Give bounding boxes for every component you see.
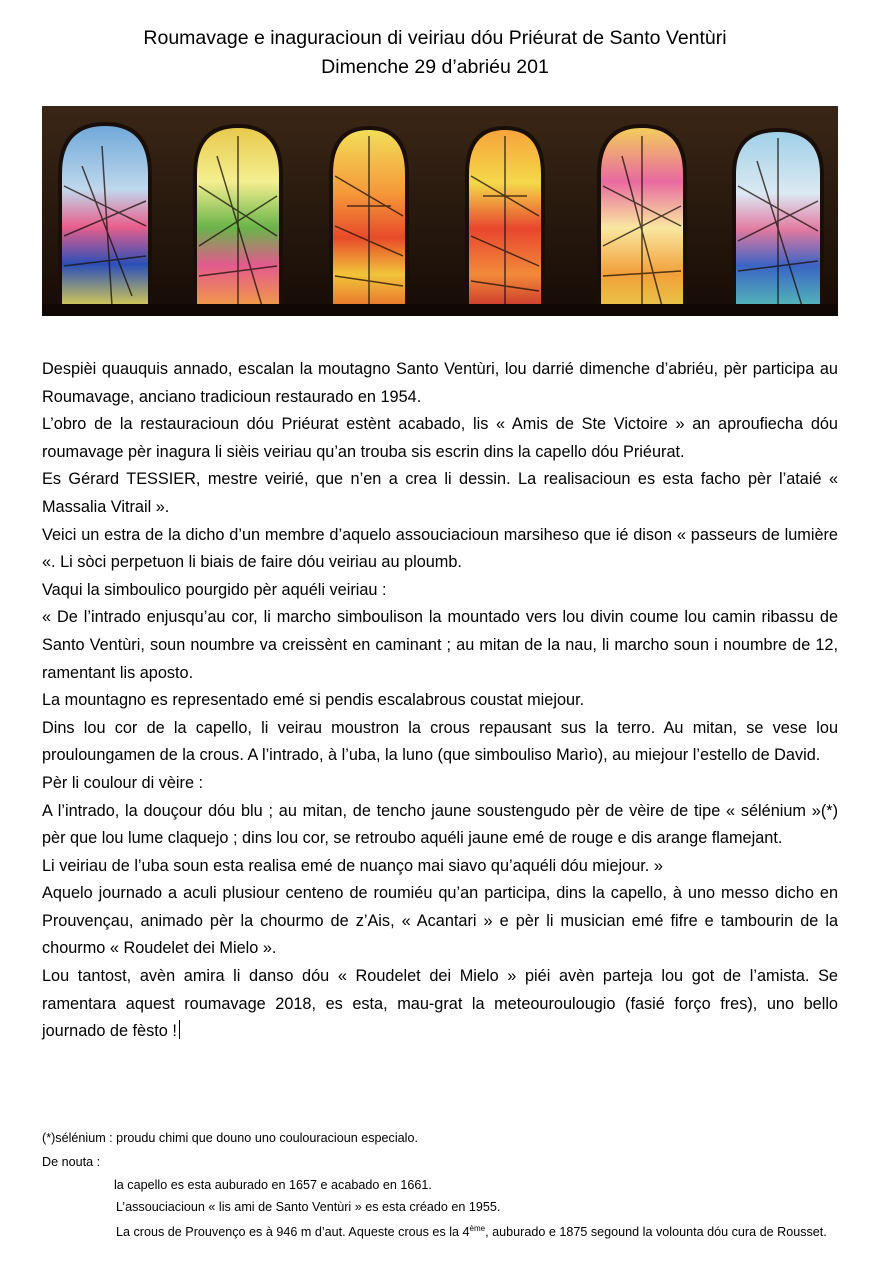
paragraph: A l’intrado, la douçour dóu blu ; au mitan, de tencho jaune soustengudo pèr de vèire de tipe « sélénium »(*) pèr que lou lume claquejo ; dins lou cor, se retroubo aquéli jaune emé de rouge e dis arange flamejant. — [42, 801, 838, 848]
last-paragraph[interactable] — [42, 963, 838, 1046]
paragraph: Vaqui la simboulico pourgido pèr aquéli veiriau : — [42, 580, 387, 599]
paragraph: Despièi quauquis annado, escalan la moutagno Santo Ventùri, lou darrié dimenche d’abriéu, pèr participa au Roumavage, anciano tradicioun restaurado en 1954. — [42, 360, 838, 406]
paragraph: Pèr li coulour di vèire : — [42, 773, 204, 792]
article-body — [42, 356, 838, 1046]
paragraph: Veici un estra de la dicho d’un membre d’aquelo assouciacioun marsiheso que ié dison « passeurs de lumière «. Li sòci perpetuon li biais de faire dóu veiriau au ploumb. — [42, 525, 838, 572]
paragraph-text: Lou tantost, avèn amira li danso dóu « Roudelet dei Mielo » piéi avèn parteja lou got de l’amista. Se ramentara aquest roumavage 2018, es esta, mau-grat la meteouroulougio (fasié forço fres), uno bello journado de fèsto ! — [42, 967, 838, 1041]
title-line-2: Dimenche 29 d’abriéu 201 — [321, 56, 549, 78]
text-cursor — [179, 1020, 180, 1039]
footnotes — [42, 1126, 842, 1243]
note-text: La crous de Prouvenço es à 946 m d’aut. Aqueste crous es la 4 — [116, 1225, 470, 1240]
note-item — [42, 1218, 842, 1243]
footnote-selenium: (*)sélénium : proudu chimi que douno uno coulouracioun especialo. — [42, 1131, 418, 1145]
note-item: L’assouciacioun « lis ami de Santo Ventùri » es esta créado en 1955. — [116, 1200, 501, 1214]
note-text: , auburado e 1875 segound la volounta dóu cura de Rousset. — [485, 1225, 827, 1240]
paragraph: « De l’intrado enjusqu’au cor, li marcho simboulison la mountado vers lou divin coume lou camin ribassu de Santo Ventùri, soun noumbre va creissènt en caminant ; au mitan de la nau, li marcho soun i noumbre de 12, ramentant lis aposto. — [42, 608, 838, 682]
stained-glass-windows-photo — [42, 106, 838, 316]
title-line-1: Roumavage e inaguracioun di veiriau dóu Priéurat de Santo Ventùri — [143, 27, 727, 49]
paragraph: Aquelo journado a aculi plusiour centeno de roumiéu qu’an participa, dins la capello, à uno messo dicho en Prouvençau, animado pèr la chourmo de z’Ais, « Acantari » e pèr li musician emé fifre e tambourin de la chourmo « Roudelet dei Mielo ». — [42, 884, 838, 958]
note-item: la capello es esta auburado en 1657 e acabado en 1661. — [114, 1178, 432, 1192]
document-title — [0, 24, 870, 82]
notes-heading: De nouta : — [42, 1155, 101, 1169]
paragraph: Es Gérard TESSIER, mestre veirié, que n’en a crea li dessin. La realisacioun es esta facho pèr l’ataié « Massalia Vitrail ». — [42, 470, 838, 516]
superscript: ème — [469, 1224, 486, 1233]
paragraph: La mountagno es representado emé si pendis escalabrous coustat miejour. — [42, 691, 585, 710]
paragraph: Li veiriau de l’uba soun esta realisa emé de nuanço mai siavo qu’aquéli dóu miejour. » — [42, 856, 663, 875]
paragraph: L’obro de la restauracioun dóu Priéurat estènt acabado, lis « Amis de Ste Victoire » an aproufiecha dóu roumavage pèr inagura li sièis veiriau qu’an trouba sis escrin dins la capello dóu Priéurat. — [42, 415, 838, 461]
paragraph: Dins lou cor de la capello, li veirau moustron la crous repausant sus la terro. Au mitan, se vese lou prouloungamen de la crous. A l’intrado, à l’uba, la luno (que simbouliso Marìo), au miejour l’estello de David. — [42, 718, 838, 765]
